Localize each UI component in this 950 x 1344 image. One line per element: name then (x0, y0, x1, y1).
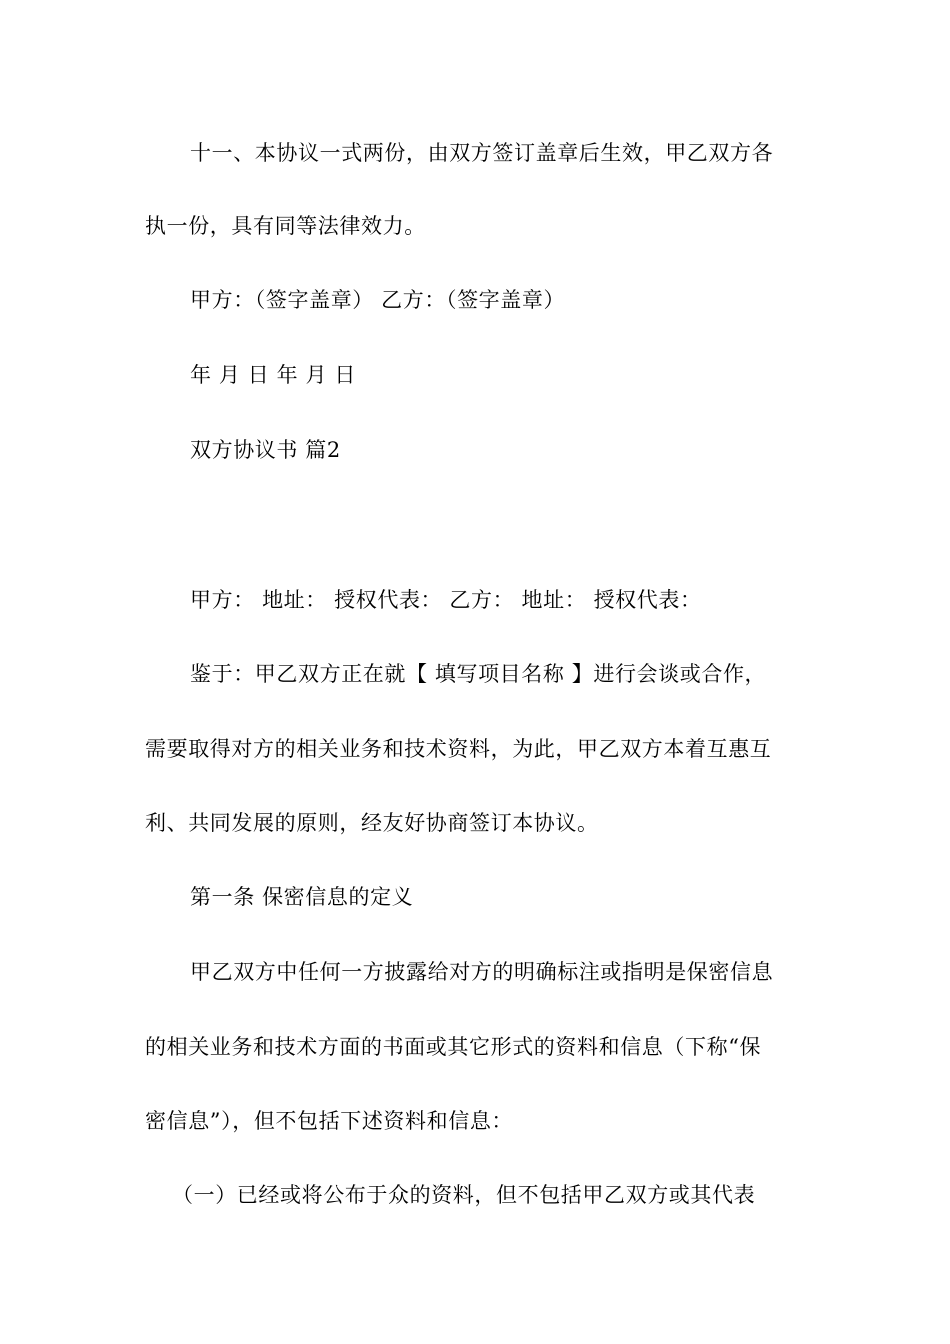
exclusion-item-1: （一）已经或将公布于众的资料，但不包括甲乙双方或其代表 (172, 1183, 756, 1207)
section-title: 双方协议书 篇2 (190, 438, 341, 462)
article-1-heading: 第一条 保密信息的定义 (190, 885, 414, 909)
clause-11-line-2: 执一份，具有同等法律效力。 (145, 214, 426, 238)
date-line: 年 月 日 年 月 日 (190, 363, 356, 387)
parties-line: 甲方： 地址： 授权代表： 乙方： 地址： 授权代表： (190, 588, 702, 612)
definition-line-2: 的相关业务和技术方面的书面或其它形式的资料和信息（下称“保 (145, 1035, 762, 1059)
definition-line-1: 甲乙双方中任何一方披露给对方的明确标注或指明是保密信息 (190, 960, 774, 984)
preamble-line-2: 需要取得对方的相关业务和技术资料，为此，甲乙双方本着互惠互 (145, 737, 772, 761)
definition-line-3: 密信息”），但不包括下述资料和信息： (145, 1109, 514, 1133)
signature-line: 甲方：（签字盖章） 乙方：（签字盖章） (190, 288, 566, 312)
clause-11-line-1: 十一、本协议一式两份，由双方签订盖章后生效，甲乙双方各 (190, 141, 774, 165)
preamble-line-3: 利、共同发展的原则，经友好协商签订本协议。 (145, 811, 599, 835)
preamble-line-1: 鉴于：甲乙双方正在就【 填写项目名称 】进行会谈或合作， (190, 662, 767, 686)
